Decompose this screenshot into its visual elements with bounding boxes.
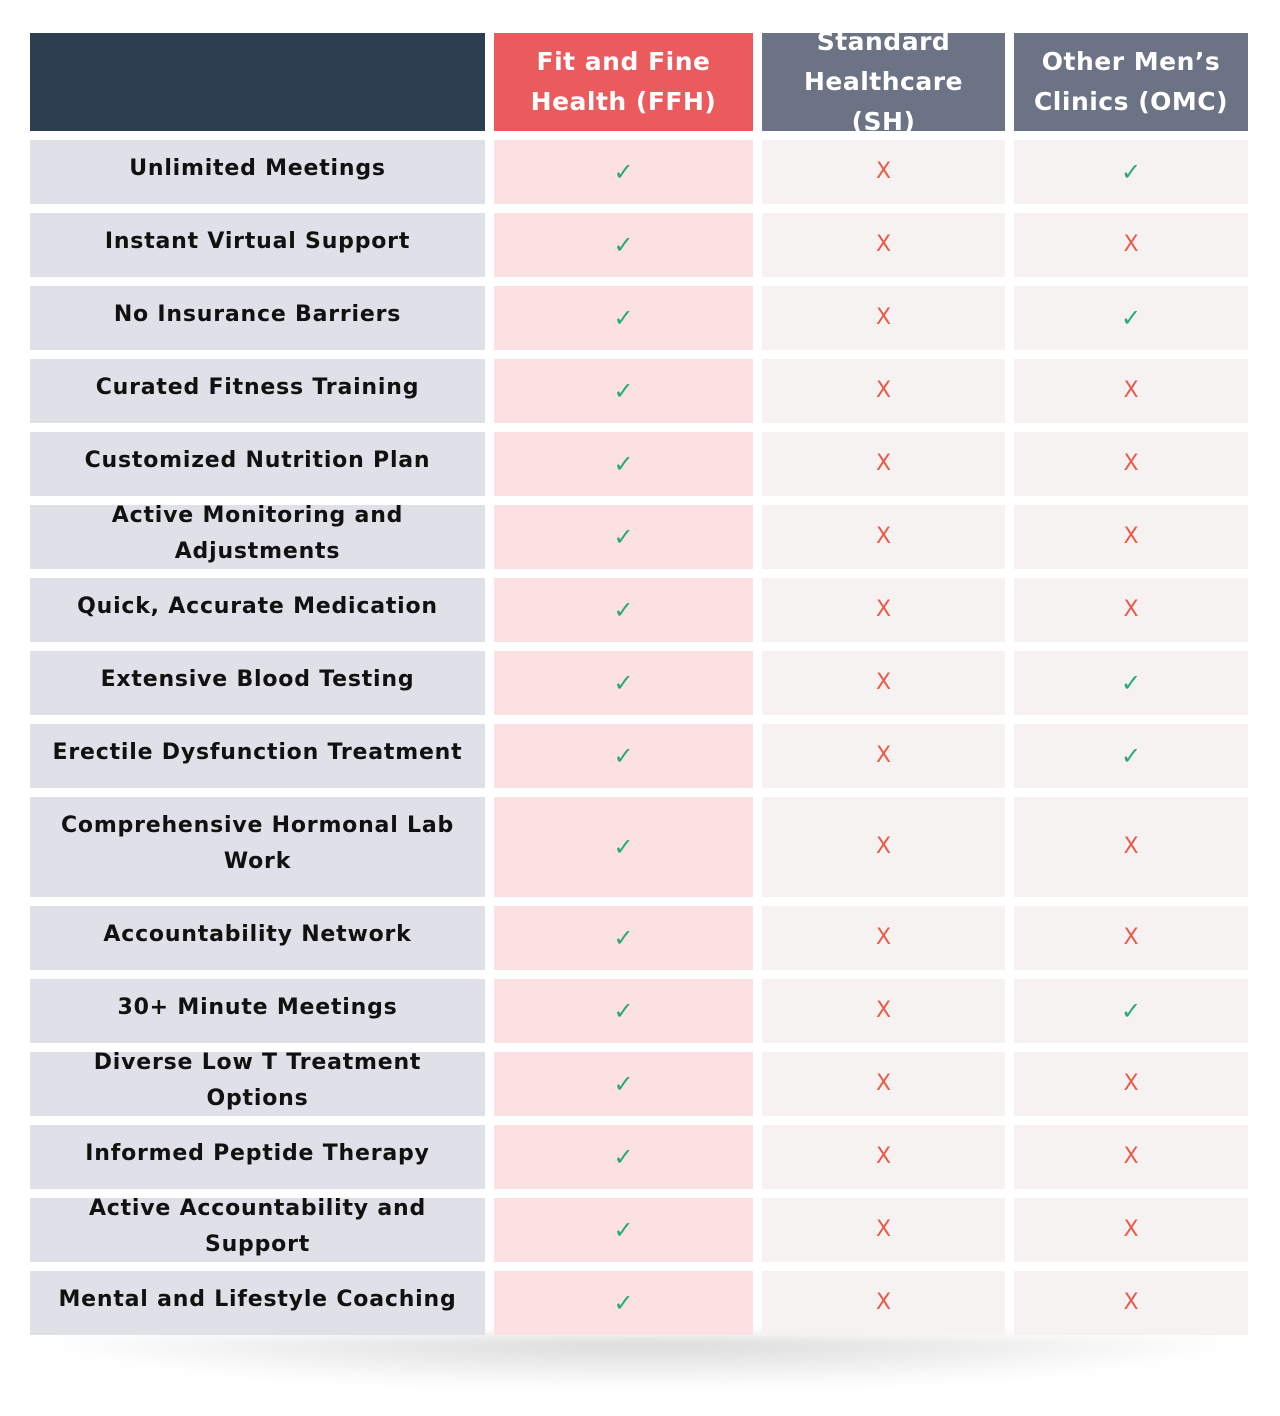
omc-cell bbox=[1014, 213, 1248, 277]
cross-icon: X bbox=[1123, 1144, 1139, 1169]
feature-label: Instant Virtual Support bbox=[30, 213, 485, 277]
table-row bbox=[30, 213, 1248, 277]
table-row bbox=[30, 286, 1248, 350]
sh-cell bbox=[762, 286, 1005, 350]
header-omc bbox=[1014, 33, 1248, 131]
check-icon: ✓ bbox=[613, 742, 634, 770]
check-icon: ✓ bbox=[613, 1216, 634, 1244]
ffh-cell bbox=[494, 213, 753, 277]
cross-icon: X bbox=[875, 159, 892, 184]
header-sh bbox=[762, 27, 1005, 136]
check-icon: ✓ bbox=[613, 1289, 634, 1317]
feature-label: Accountability Network bbox=[30, 906, 485, 970]
table-row bbox=[30, 724, 1248, 788]
cross-icon: X bbox=[1123, 524, 1139, 549]
sh-cell bbox=[762, 1125, 1005, 1189]
omc-cell bbox=[1014, 724, 1248, 788]
feature-label: 30+ Minute Meetings bbox=[30, 979, 485, 1043]
check-icon: ✓ bbox=[613, 158, 634, 186]
sh-cell bbox=[762, 797, 1005, 897]
cross-icon: X bbox=[875, 998, 892, 1023]
cross-icon: X bbox=[1123, 451, 1139, 476]
sh-cell bbox=[762, 724, 1005, 788]
table-row bbox=[30, 651, 1248, 715]
feature-label: Customized Nutrition Plan bbox=[30, 432, 485, 496]
check-icon: ✓ bbox=[613, 304, 634, 332]
table-row bbox=[30, 359, 1248, 423]
sh-cell bbox=[762, 1198, 1005, 1262]
omc-cell bbox=[1014, 906, 1248, 970]
cross-icon: X bbox=[875, 378, 892, 403]
feature-label: Informed Peptide Therapy bbox=[30, 1125, 485, 1189]
ffh-cell bbox=[494, 140, 753, 204]
ffh-cell bbox=[494, 651, 753, 715]
omc-cell bbox=[1014, 651, 1248, 715]
comparison-table bbox=[30, 27, 1248, 1335]
check-icon: ✓ bbox=[1120, 669, 1142, 697]
table-row bbox=[30, 1271, 1248, 1335]
feature-label: Unlimited Meetings bbox=[30, 140, 485, 204]
cross-icon: X bbox=[875, 305, 892, 330]
header-ffh-line1: Fit and Fine bbox=[536, 47, 711, 76]
cross-icon: X bbox=[875, 670, 892, 695]
ffh-cell bbox=[494, 286, 753, 350]
omc-cell bbox=[1014, 1198, 1248, 1262]
sh-cell bbox=[762, 1052, 1005, 1116]
cross-icon: X bbox=[1123, 1290, 1139, 1315]
ffh-cell bbox=[494, 1052, 753, 1116]
sh-cell bbox=[762, 140, 1005, 204]
ffh-cell bbox=[494, 1271, 753, 1335]
header-sh-line2: Healthcare (SH) bbox=[803, 67, 964, 136]
ffh-cell bbox=[494, 505, 753, 569]
header-omc-line1: Other Men’s bbox=[1041, 47, 1221, 76]
sh-cell bbox=[762, 651, 1005, 715]
check-icon: ✓ bbox=[1120, 997, 1142, 1025]
cross-icon: X bbox=[875, 1290, 892, 1315]
check-icon: ✓ bbox=[613, 997, 634, 1025]
cross-icon: X bbox=[875, 925, 892, 950]
table-row bbox=[30, 1125, 1248, 1189]
header-sh-line1: Standard bbox=[816, 27, 951, 56]
ffh-cell bbox=[494, 432, 753, 496]
sh-cell bbox=[762, 505, 1005, 569]
cross-icon: X bbox=[1123, 1217, 1139, 1242]
table-row bbox=[30, 979, 1248, 1043]
omc-cell bbox=[1014, 286, 1248, 350]
feature-label: Curated Fitness Training bbox=[30, 359, 485, 423]
table-row bbox=[30, 432, 1248, 496]
check-icon: ✓ bbox=[613, 596, 634, 624]
check-icon: ✓ bbox=[613, 450, 634, 478]
feature-label: Diverse Low T Treatment Options bbox=[30, 1052, 485, 1116]
cross-icon: X bbox=[875, 232, 892, 257]
cross-icon: X bbox=[1123, 834, 1139, 859]
sh-cell bbox=[762, 906, 1005, 970]
omc-cell bbox=[1014, 432, 1248, 496]
omc-cell bbox=[1014, 359, 1248, 423]
omc-cell bbox=[1014, 505, 1248, 569]
check-icon: ✓ bbox=[1120, 304, 1142, 332]
header-ffh-line2: Health (FFH) bbox=[530, 87, 717, 116]
feature-label: Active Monitoring and Adjustments bbox=[30, 505, 485, 569]
ffh-cell bbox=[494, 1198, 753, 1262]
header-corner bbox=[30, 33, 485, 131]
cross-icon: X bbox=[1123, 232, 1139, 257]
check-icon: ✓ bbox=[613, 924, 634, 952]
check-icon: ✓ bbox=[613, 231, 634, 259]
omc-cell bbox=[1014, 140, 1248, 204]
table-header-row bbox=[30, 27, 1248, 136]
omc-cell bbox=[1014, 578, 1248, 642]
check-icon: ✓ bbox=[1120, 742, 1142, 770]
cross-icon: X bbox=[1123, 378, 1139, 403]
feature-label: Quick, Accurate Medication bbox=[30, 578, 485, 642]
cross-icon: X bbox=[875, 524, 892, 549]
check-icon: ✓ bbox=[613, 669, 634, 697]
cross-icon: X bbox=[875, 451, 892, 476]
ffh-cell bbox=[494, 797, 753, 897]
check-icon: ✓ bbox=[613, 523, 634, 551]
sh-cell bbox=[762, 359, 1005, 423]
cross-icon: X bbox=[1123, 597, 1139, 622]
omc-cell bbox=[1014, 797, 1248, 897]
feature-label: No Insurance Barriers bbox=[30, 286, 485, 350]
cross-icon: X bbox=[1123, 925, 1139, 950]
table-row bbox=[30, 505, 1248, 569]
sh-cell bbox=[762, 432, 1005, 496]
check-icon: ✓ bbox=[1120, 158, 1142, 186]
feature-label: Mental and Lifestyle Coaching bbox=[30, 1271, 485, 1335]
check-icon: ✓ bbox=[613, 1070, 634, 1098]
ffh-cell bbox=[494, 578, 753, 642]
check-icon: ✓ bbox=[613, 1143, 634, 1171]
omc-cell bbox=[1014, 979, 1248, 1043]
table-row bbox=[30, 1198, 1248, 1262]
check-icon: ✓ bbox=[613, 377, 634, 405]
ffh-cell bbox=[494, 1125, 753, 1189]
feature-label: Active Accountability and Support bbox=[30, 1198, 485, 1262]
omc-cell bbox=[1014, 1125, 1248, 1189]
ffh-cell bbox=[494, 906, 753, 970]
cross-icon: X bbox=[875, 597, 892, 622]
ffh-cell bbox=[494, 979, 753, 1043]
feature-label: Comprehensive Hormonal Lab Work bbox=[30, 797, 485, 897]
sh-cell bbox=[762, 1271, 1005, 1335]
feature-label: Erectile Dysfunction Treatment bbox=[30, 724, 485, 788]
cross-icon: X bbox=[1123, 1071, 1139, 1096]
feature-label: Extensive Blood Testing bbox=[30, 651, 485, 715]
omc-cell bbox=[1014, 1052, 1248, 1116]
cross-icon: X bbox=[875, 1144, 892, 1169]
table-row bbox=[30, 1052, 1248, 1116]
omc-cell bbox=[1014, 1271, 1248, 1335]
sh-cell bbox=[762, 213, 1005, 277]
cross-icon: X bbox=[875, 1071, 892, 1096]
ffh-cell bbox=[494, 724, 753, 788]
cross-icon: X bbox=[875, 743, 892, 768]
cross-icon: X bbox=[875, 834, 892, 859]
table-row bbox=[30, 578, 1248, 642]
table-body bbox=[30, 140, 1248, 1335]
table-row bbox=[30, 797, 1248, 897]
header-omc-line2: Clinics (OMC) bbox=[1033, 87, 1229, 116]
ffh-cell bbox=[494, 359, 753, 423]
header-ffh bbox=[494, 33, 753, 131]
check-icon: ✓ bbox=[613, 833, 634, 861]
sh-cell bbox=[762, 979, 1005, 1043]
cross-icon: X bbox=[875, 1217, 892, 1242]
sh-cell bbox=[762, 578, 1005, 642]
table-shadow bbox=[60, 1336, 1220, 1386]
table-row bbox=[30, 906, 1248, 970]
table-row bbox=[30, 140, 1248, 204]
